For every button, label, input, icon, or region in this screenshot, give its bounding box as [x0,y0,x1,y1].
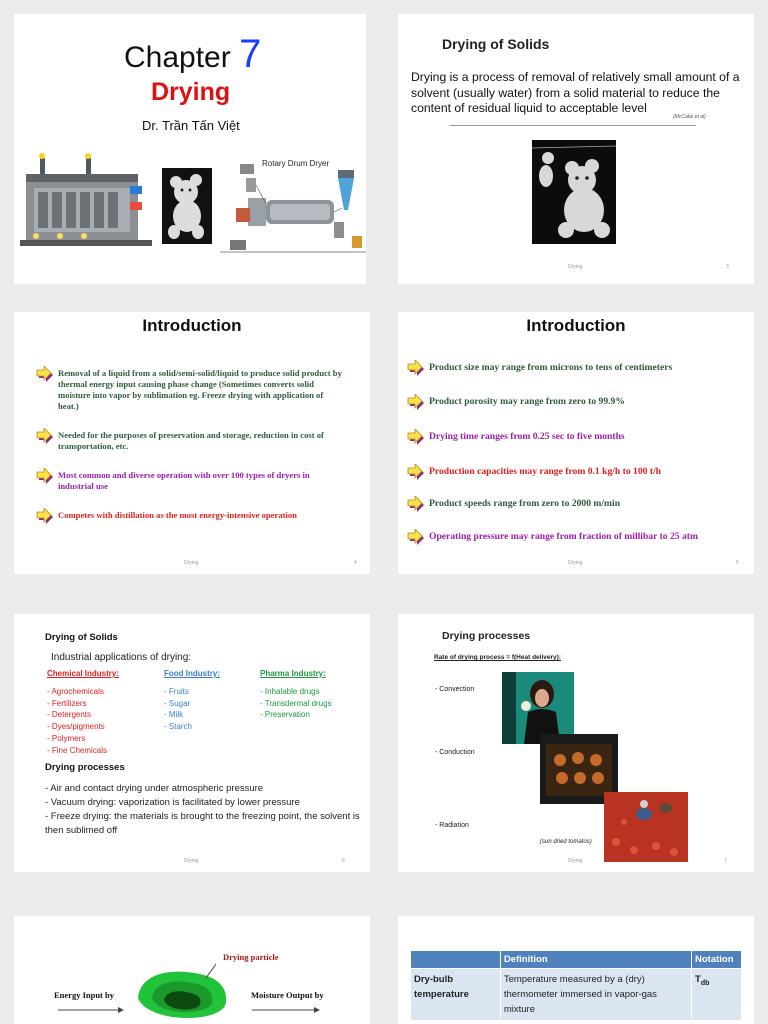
bullet-item: Removal of a liquid from a solid/semi-solid/liquid to produce solid product by thermal energy input causing phase change (Sometimes converts solid moisture into vapor by sublimation eg. Freeze drying with application of heat.) [58,368,342,411]
slide-drying-processes [398,614,754,872]
bullet-item: Needed for the purposes of preservation and storage, reduction in cost of transportation, etc. [58,430,324,451]
method-conduction: - Conduction [435,749,475,756]
bullet-arrow-icon [407,496,425,512]
chapter-number: 7 [239,32,262,76]
page-number: 5 [736,560,739,566]
list-item: - Sugar [164,698,191,708]
list-item: - Dyes/pigments [47,722,105,732]
bullet-arrow-icon [407,360,425,376]
bullet-item: Product size may range from microns to tens of centimeters [429,362,673,373]
page-number: 7 [724,858,727,864]
list-item: - Vacuum drying: vaporization is facilitated by lower pressure [45,797,300,808]
footer-label: Drying [568,560,583,566]
footer-label: Drying [184,560,199,566]
list-item: - Fine Chemicals [47,745,108,755]
slide-title: Drying processes [442,630,531,642]
industry-heading: Pharma Industry: [260,669,326,678]
bullet-arrow-icon [36,428,54,444]
list-item: - Fruits [164,687,189,696]
industrial-dryer-image [20,146,152,258]
sun-dried-tomatoes-photo [604,792,688,862]
method-convection: - Convection [435,686,475,693]
list-item: - Polymers [47,733,86,743]
table-row [411,969,742,1021]
page-number: 3 [726,264,729,270]
footer-label: Drying [568,264,583,270]
energy-input-label: Energy Input by [54,990,114,1000]
table-header-row [411,951,742,969]
citation: (McCabe et al) [673,114,706,120]
list-item: - Fertilizers [47,698,87,708]
drying-particle-diagram [14,916,370,1024]
industry-list [47,686,107,756]
list-item: - Agrochemicals [47,687,104,696]
slide-drying-particle-diagram [14,916,370,1024]
definition-text: Drying is a process of removal of relatively small amount of a solvent (usually water) from a solid material to reduce the content of residual liquid to acceptable level [411,70,740,115]
page-number: 4 [354,560,357,566]
bullet-arrow-icon [36,366,54,382]
slide-title: Introduction [142,316,242,335]
industry-list [260,686,332,721]
industry-heading: Chemical Industry: [47,669,120,678]
bullet-item: Competes with distillation as the most energy-intensive operation [58,510,297,520]
list-item: - Preservation [260,710,310,720]
photo-caption: (sun dried tomatos) [540,839,592,845]
bullet-arrow-icon [407,464,425,480]
subtitle: Industrial applications of drying: [51,652,192,663]
industry-list [164,686,192,733]
header-notation: Notation [692,951,742,969]
footer-label: Drying [568,858,583,864]
bullet-item: Operating pressure may range from fraction of millibar to 25 atm [429,531,698,542]
bullet-item: Product speeds range from zero to 2000 m/min [429,498,621,509]
rotary-drum-dryer-diagram [220,148,366,262]
notation-symbol: T [695,974,701,985]
bullet-item: Product porosity may range from zero to 99.9% [429,396,625,407]
industry-heading: Food Industry: [164,669,220,678]
list-item: - Milk [164,710,184,720]
moisture-output-label: Moisture Output by [251,990,324,1000]
definitions-table [410,950,742,1021]
list-item: - Inhalable drugs [260,687,320,696]
term-cell: Dry-bulb temperature [411,969,501,1021]
list-item: - Freeze drying: the materials is brought to the freezing point, the solvent is then sublimed off [45,811,360,836]
bullet-arrow-icon [407,529,425,545]
bullet-item: Most common and diverse operation with over 100 types of dryers in industrial use [58,470,310,491]
page-number: 6 [342,858,345,864]
hanging-teddy-bear-photo [532,140,616,244]
definition-cell: Temperature measured by a (dry) thermometer immersed in vapor-gas mixture [500,969,691,1021]
bullet-arrow-icon [407,429,425,445]
slide-drying-of-solids-definition [398,14,754,284]
processes-heading: Drying processes [45,762,125,773]
slide-definitions-table [398,916,754,1024]
list-item: - Detergents [47,710,92,720]
slide-title: Introduction [526,316,626,335]
list-item: - Starch [164,722,193,732]
list-item: - Transdermal drugs [260,698,332,708]
bullet-arrow-icon [36,508,54,524]
chapter-word: Chapter [124,41,231,74]
bullet-arrow-icon [407,394,425,410]
slide-chapter-title [14,14,366,284]
slide-industrial-applications [14,614,370,872]
slide-introduction-2 [398,312,754,574]
bullet-item: Drying time ranges from 0.25 sec to five months [429,431,625,442]
author-name: Dr. Trần Tấn Việt [142,118,240,133]
header-definition: Definition [500,951,691,969]
bullet-arrow-icon [36,468,54,484]
notation-subscript: db [700,979,710,987]
method-radiation: - Radiation [435,822,469,829]
header-term [411,951,501,969]
chapter-heading [124,32,261,77]
chapter-subtitle: Drying [151,78,231,106]
teddy-bear-photo [162,168,212,244]
particle-label: Drying particle [223,952,279,962]
footer-label: Drying [184,858,199,864]
slide-title: Drying of Solids [45,632,118,643]
rate-formula: Rate of drying process = f(Heat delivery): [434,654,561,661]
bullet-item: Production capacities may range from 0.1 kg/h to 100 t/h [429,466,662,477]
list-item: - Air and contact drying under atmospheric pressure [45,783,264,794]
rotary-drum-dryer-label: Rotary Drum Dryer [262,159,330,168]
processes-list [45,782,365,838]
slide-title: Drying of Solids [442,36,550,52]
notation-cell [692,969,742,1021]
slide-introduction-1 [14,312,370,574]
divider [450,125,696,126]
